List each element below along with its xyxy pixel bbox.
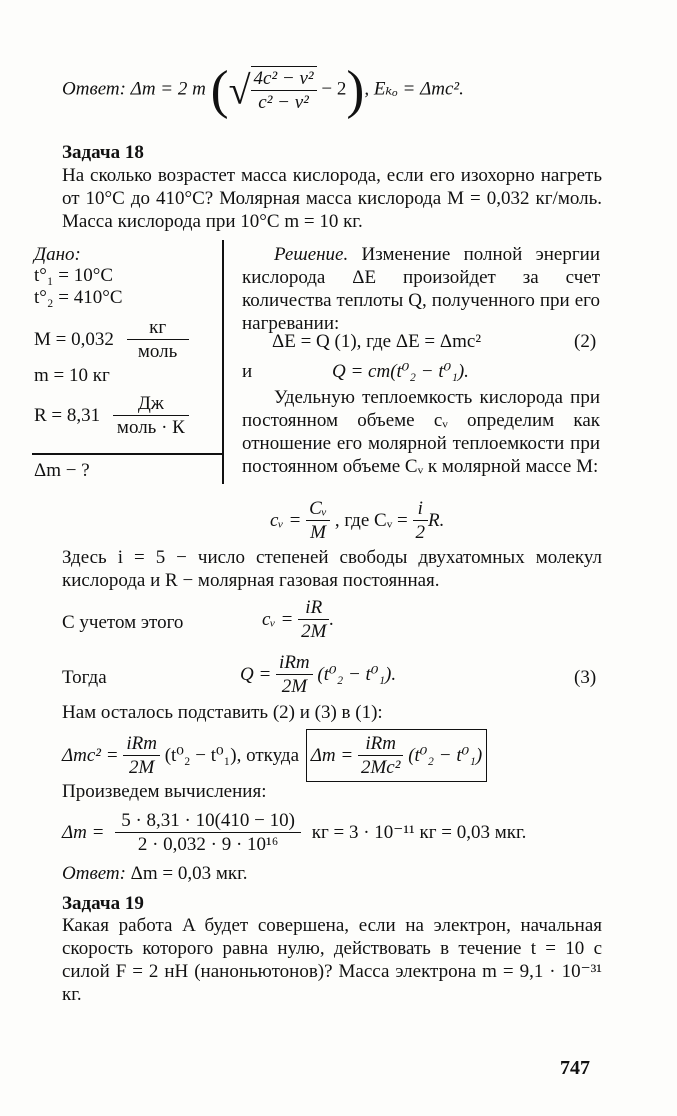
eq-cv-lhs: cᵥ = (270, 510, 302, 531)
given-R (34, 392, 189, 439)
and-word: и (242, 361, 253, 382)
eq-1: ΔE = Q (1), где ΔE = Δmc² (272, 331, 482, 352)
eq-q2-num: iRm (276, 651, 313, 675)
answer-17 (62, 59, 464, 120)
with-this: С учетом этого (62, 612, 184, 633)
given-t1: t°₁ = 10°С (34, 265, 113, 286)
eq-calc-lhs: Δm = (62, 822, 105, 843)
answer-17-lhs: Δm = 2 m (130, 78, 206, 100)
boxed-result (306, 729, 487, 782)
eq-cv3-den: 2M (301, 621, 327, 642)
eq-q2 (240, 651, 396, 698)
eq-calc-num: 5 · 8,31 · 10(410 − 10) (115, 809, 301, 833)
given-R-unit-num: Дж (113, 392, 189, 416)
task-19-text: Какая работа A будет совершена, если на электрон, начальная скорость которого равна нулю, действовать в течение t = 10 с силой F = 2 нН (наноньютонов)? Масса электрона m = 9,1 · 10⁻³¹ кг. (62, 915, 602, 1005)
eq-cv3 (262, 596, 334, 643)
task-19-title: Задача 19 (62, 893, 144, 914)
given-R-lhs: R = 8,31 (34, 405, 101, 426)
eq-calc-tail: кг = 3 · 10⁻¹¹ кг = 0,03 мкг. (311, 822, 527, 843)
page-number: 747 (560, 1057, 590, 1079)
then-word: Тогда (62, 667, 107, 688)
eq-q2-den: 2M (281, 676, 308, 697)
eq-cv2-den: 2 (415, 522, 425, 543)
given-M-lhs: M = 0,032 (34, 329, 114, 350)
eq-q: Q = cm(t⁰₂ − t⁰₁). (332, 361, 469, 382)
eq-dm-den: 2M (128, 757, 155, 778)
task-18-title: Задача 18 (62, 142, 144, 163)
solution-1-text: Изменение полной энергии кислорода ΔE произойдет за счет количества теплоты Q, полученного при его нагревании: (242, 244, 600, 334)
given-m: m = 10 кг (34, 365, 110, 386)
given-R-unit-den: моль · К (116, 417, 185, 438)
eq-q2-tail: (t⁰₂ − t⁰₁). (317, 664, 397, 685)
sqrt-sign: √ (228, 67, 251, 113)
answer-18-value: Δm = 0,03 мкг. (130, 863, 248, 884)
given-t2: t°₂ = 410°С (34, 287, 123, 308)
task-18-text: На сколько возрастет масса кислорода, если его изохорно нагреть от 10°С до 410°С? Молярная масса кислорода M = 0,032 кг/моль. Масса кислорода при 10°С m = 10 кг. (62, 165, 602, 232)
solution-label: Решение. (274, 244, 349, 265)
eq-dm (62, 729, 487, 782)
eq-3-number: (3) (574, 667, 597, 688)
answer-17-label: Ответ: (62, 78, 126, 100)
eq-cv3-num: iR (298, 596, 329, 620)
given-find: Δm − ? (34, 460, 90, 481)
eq-cv-fraction (306, 497, 330, 544)
solution-1 (242, 243, 600, 335)
eq-cv (270, 497, 444, 544)
answer-17-tail: − 2 (321, 78, 347, 100)
eq-calc-fraction (115, 809, 301, 856)
given-M (34, 316, 189, 363)
eq-cv3-tail: . (329, 609, 335, 630)
here-text: Здесь i = 5 − число степеней свободы двухатомных молекул кислорода и R − молярная газовая постоянная. (62, 547, 602, 591)
box-den: 2Mc² (360, 757, 401, 778)
eq-calc-den: 2 · 0,032 · 9 · 10¹⁶ (137, 834, 279, 855)
big-paren-right: ) (346, 59, 365, 120)
given-M-unit-den: моль (137, 341, 178, 362)
box-lhs: Δm = (310, 745, 354, 766)
remaining-text: Нам осталось подставить (2) и (3) в (1): (62, 702, 383, 723)
eq-cv3-fraction (298, 596, 329, 643)
answer-18 (62, 862, 248, 885)
given-divider-horizontal (32, 453, 222, 455)
answer-18-label: Ответ: (62, 863, 126, 884)
eq-calc (62, 809, 526, 856)
eq-dm-num: iRm (123, 732, 160, 756)
eq-2-number: (2) (574, 331, 597, 352)
eq-dm-lhs: Δmc² = (62, 745, 119, 766)
compute-text: Произведем вычисления: (62, 781, 267, 802)
given-divider-vertical (222, 240, 224, 484)
given-label: Дано: (34, 244, 81, 265)
eq-cv-den: M (310, 522, 326, 543)
eq-cv2-fraction (413, 497, 429, 544)
given-M-unit-num: кг (127, 316, 189, 340)
eq-cv3-lhs: cᵥ = (262, 609, 294, 630)
root-fraction (251, 66, 317, 114)
given-R-unit (113, 392, 189, 439)
eq-dm-fraction (123, 732, 160, 779)
box-num: iRm (358, 732, 403, 756)
solution-2: Удельную теплоемкость кислорода при постоянном объеме cᵥ определим как отношение его молярной теплоемкости при постоянном объеме Cᵥ к молярной массе M: (242, 387, 600, 477)
big-paren-left: ( (210, 59, 229, 120)
eq-cv-num: Cᵥ (306, 497, 330, 521)
box-fraction (358, 732, 403, 779)
given-M-unit (127, 316, 189, 363)
eq-q2-lhs: Q = (240, 664, 272, 685)
box-tail: (t⁰₂ − t⁰₁) (408, 745, 483, 766)
eq-dm-mid: (t⁰₂ − t⁰₁), откуда (164, 745, 300, 766)
eq-cv2-num: i (413, 497, 429, 521)
eq-q2-fraction (276, 651, 313, 698)
eq-cv-mid: , где Cᵥ = (334, 510, 408, 531)
eq-cv-tail: R. (428, 510, 445, 531)
root-num: 4c² − v² (251, 67, 317, 91)
root-den: c² − v² (258, 92, 309, 113)
answer-17-ek: , Eₖₒ = Δmc². (364, 78, 464, 100)
